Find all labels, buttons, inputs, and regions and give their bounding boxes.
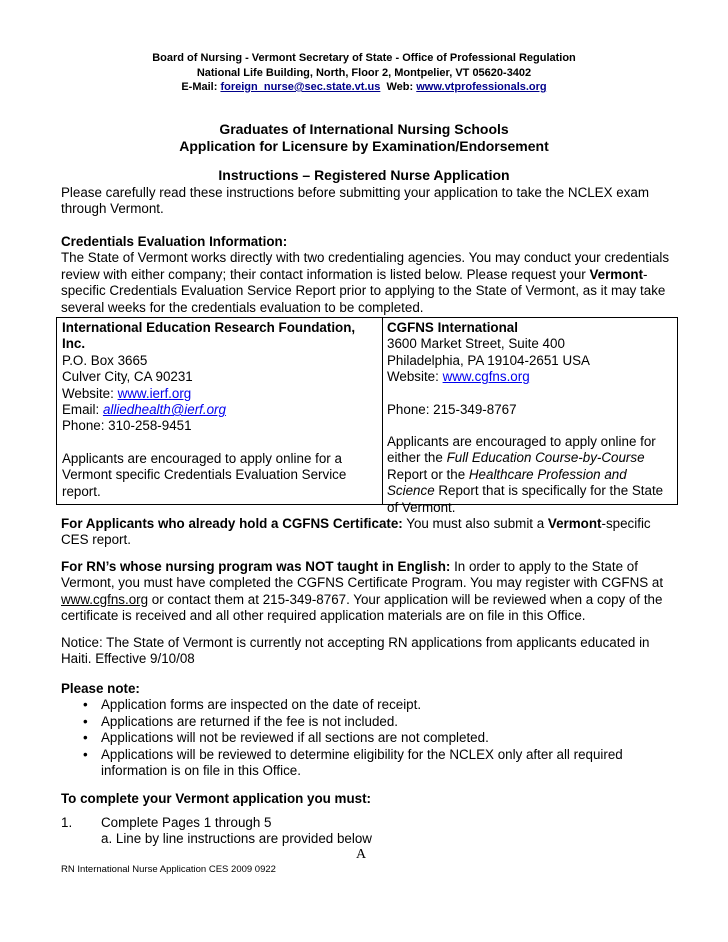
notice-paragraph: Notice: The State of Vermont is currently not accepting RN applications from applicants educated in Haiti. Effective 9/10/08 <box>61 635 650 667</box>
cgfns-note: Applicants are encouraged to apply online for either the Full Education Course-by-Course Report or the Healthcare Profession and Science Report that is specifically for the State of Vermont. <box>387 434 664 515</box>
ierf-website: Website: www.ierf.org <box>62 385 192 401</box>
credentials-section <box>61 234 671 316</box>
list-item: • Applications will not be reviewed if all sections are not completed. <box>61 730 671 746</box>
title-line-2: Application for Licensure by Examination/Endorsement <box>179 138 549 154</box>
ierf-address2: Culver City, CA 90231 <box>62 369 193 385</box>
please-note-list <box>61 697 671 779</box>
list-item: • Application forms are inspected on the date of receipt. <box>61 697 671 713</box>
ierf-cell <box>62 320 378 500</box>
header-web-link[interactable]: www.vtprofessionals.org <box>416 81 547 93</box>
cgfns-website: Website: www.cgfns.org <box>387 369 530 385</box>
non-english-paragraph: For RN’s whose nursing program was NOT taught in English: In order to apply to the State of Vermont, you must have completed the CGFNS Certificate Program. You may register with CGFNS at www.cgfns.org or contact them at 215-349-8767. Your application will be reviewed when a copy of the certificate is received and all other required application materials are on file in this Office. <box>61 559 664 624</box>
ierf-note: Applicants are encouraged to apply online for a Vermont specific Credentials Evaluation Service report. <box>62 450 347 499</box>
ierf-address1: P.O. Box 3665 <box>62 352 148 368</box>
header-line-2: National Life Building, North, Floor 2, Montpelier, VT 05620-3402 <box>196 67 532 79</box>
agencies-table <box>56 317 678 515</box>
cgfns-certificate-heading: For Applicants who already hold a CGFNS Certificate: <box>61 516 403 531</box>
cgfns-address2: Philadelphia, PA 19104-2651 USA <box>387 352 590 368</box>
table-divider <box>382 318 383 504</box>
step-1a: a. Line by line instructions are provided below <box>101 831 372 846</box>
cgfns-link[interactable]: www.cgfns.org <box>61 591 149 607</box>
cgfns-cell <box>387 320 672 516</box>
please-note-section <box>61 681 671 779</box>
header-contact-line <box>0 81 728 93</box>
list-item: • Applications will be reviewed to determine eligibility for the NCLEX only after all required information is on file in this Office. <box>61 747 671 780</box>
ierf-website-link[interactable]: www.ierf.org <box>117 385 192 401</box>
cgfns-certificate-paragraph: For Applicants who already hold a CGFNS Certificate: You must also submit a Vermont-specific CES report. <box>61 516 651 548</box>
ierf-email-link[interactable]: alliedhealth@ierf.org <box>102 402 226 418</box>
step-1-number: 1. <box>61 815 73 830</box>
page-mark: A <box>356 847 367 862</box>
email-label: E-Mail: <box>181 81 218 93</box>
ierf-phone: Phone: 310-258-9451 <box>62 418 192 434</box>
instructions-title: Instructions – Registered Nurse Application <box>218 167 510 183</box>
step-1 <box>61 815 671 831</box>
web-label: Web: <box>386 81 414 93</box>
cgfns-address1: 3600 Market Street, Suite 400 <box>387 336 565 352</box>
complete-heading: To complete your Vermont application you must: <box>61 791 372 806</box>
cgfns-name: CGFNS International <box>387 320 518 335</box>
header-line-1: Board of Nursing - Vermont Secretary of State - Office of Professional Regulation <box>152 52 576 64</box>
credentials-heading: Credentials Evaluation Information: <box>61 234 288 249</box>
header-email-link[interactable]: foreign_nurse@sec.state.vt.us <box>220 81 381 93</box>
credentials-text: The State of Vermont works directly with two credentialing agencies. You may conduct your credentials review with either company; their contact information is listed below. Please request your Vermont-specific Credentials Evaluation Service Report prior to applying to the State of Vermont, as it may take several weeks for the credentials evaluation to be completed. <box>61 250 670 315</box>
non-english-heading: For RN’s whose nursing program was NOT taught in English: <box>61 559 451 574</box>
please-note-heading: Please note: <box>61 681 140 696</box>
intro-paragraph: Please carefully read these instructions before submitting your application to take the NCLEX exam through Vermont. <box>61 185 650 217</box>
step-1-text: Complete Pages 1 through 5 <box>101 815 272 830</box>
ierf-email: Email: alliedhealth@ierf.org <box>62 402 226 418</box>
cgfns-website-link[interactable]: www.cgfns.org <box>442 369 530 385</box>
ierf-name: International Education Research Foundation, Inc. <box>62 320 356 352</box>
footer-text: RN International Nurse Application CES 2009 0922 <box>61 864 276 875</box>
cgfns-phone: Phone: 215-349-8767 <box>387 401 517 417</box>
title-line-1: Graduates of International Nursing Schools <box>219 121 509 137</box>
list-item: • Applications are returned if the fee is not included. <box>61 714 671 730</box>
